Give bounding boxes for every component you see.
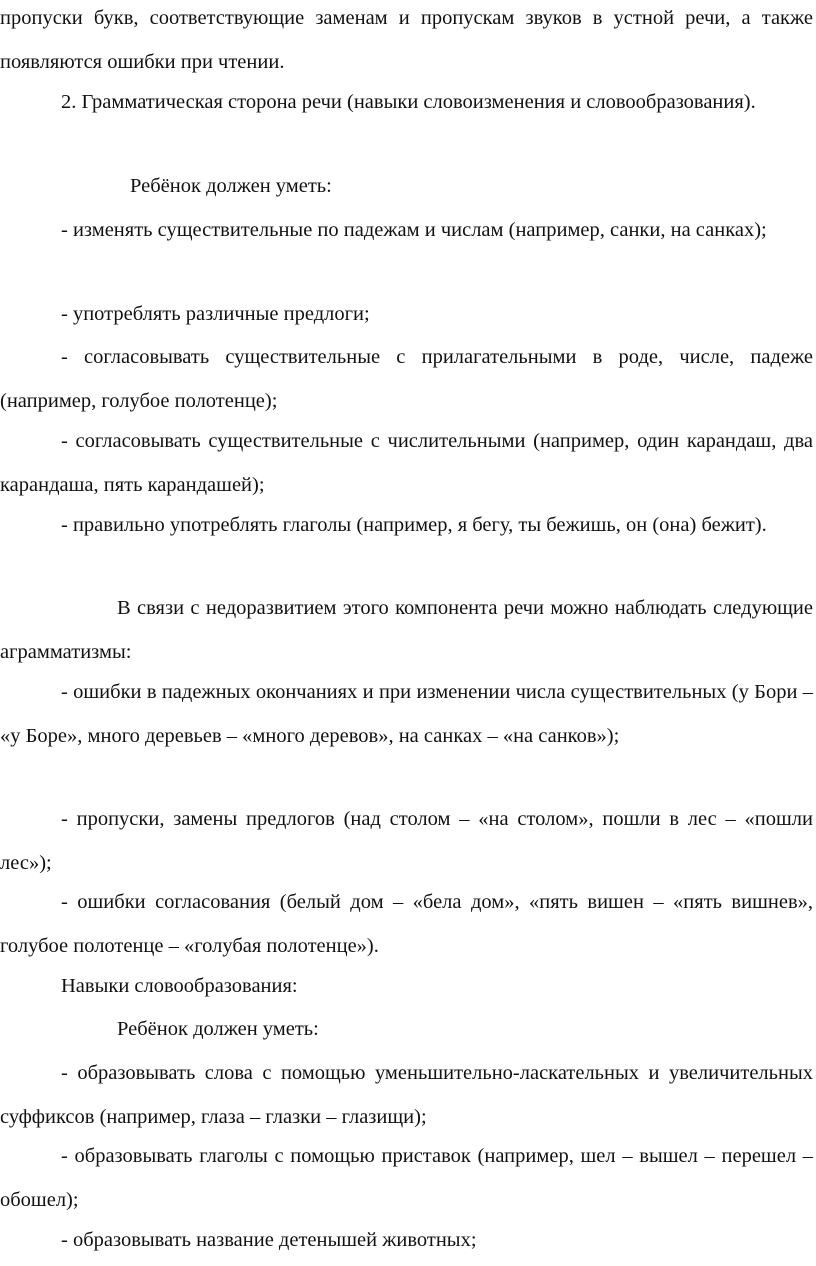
list-item-animal-young: - образовывать название детенышей животных;: [61, 1229, 477, 1251]
list-item-suffixes: - образовывать слова с помощью уменьшительно-ласкательных и увеличительных суффиксов (например, глаза – глазки – глазищи);: [0, 1062, 813, 1128]
list-item-nouns-cases: - изменять существительные по падежам и числам (например, санки, на санках);: [61, 219, 767, 241]
paragraph-agrammatisms-intro: В связи с недоразвитием этого компонента речи можно наблюдать следующие аграмматизмы:: [0, 597, 813, 663]
paragraph-child-should-1: Ребёнок должен уметь:: [130, 175, 332, 197]
list-item-numeral-agreement: - согласовывать существительные с числительными (например, один карандаш, два карандаша, пять карандашей);: [0, 430, 813, 496]
list-item-verbs: - правильно употреблять глаголы (например, я бегу, ты бежишь, он (она) бежит).: [61, 514, 767, 536]
paragraph-child-should-2: Ребёнок должен уметь:: [117, 1018, 319, 1040]
list-item-preposition-errors: - пропуски, замены предлогов (над столом – «на столом», пошли в лес – «пошли лес»);: [0, 808, 813, 874]
list-item-adjective-agreement: - согласовывать существительные с прилагательными в роде, числе, падеже (например, голубое полотенце);: [0, 346, 813, 412]
paragraph-word-formation-heading: Навыки словообразования:: [61, 975, 298, 997]
paragraph-grammar-heading: 2. Грамматическая сторона речи (навыки словоизменения и словообразования).: [61, 91, 756, 113]
list-item-agreement-errors: - ошибки согласования (белый дом – «бела дом», «пять вишен – «пять вишнев», голубое полотенце – «голубая полотенце»).: [0, 891, 813, 957]
paragraph-reading-errors: пропуски букв, соответствующие заменам и пропускам звуков в устной речи, а также появляются ошибки при чтении.: [0, 7, 813, 73]
list-item-prepositions: - употреблять различные предлоги;: [61, 303, 370, 325]
list-item-prefixes: - образовывать глаголы с помощью приставок (например, шел – вышел – перешел – обошел);: [0, 1145, 813, 1211]
list-item-case-errors: - ошибки в падежных окончаниях и при изменении числа существительных (у Бори – «у Боре», много деревьев – «много деревов», на санках – «на санков»);: [0, 681, 813, 747]
